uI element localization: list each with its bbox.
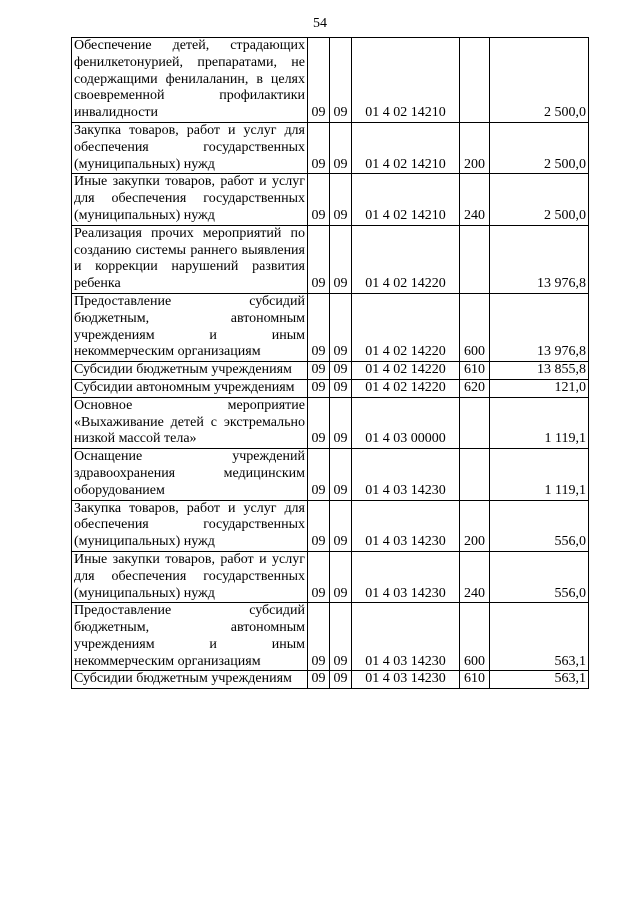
target-article-code: 01 4 03 00000 [352,397,460,448]
target-article-code: 01 4 03 14230 [352,603,460,671]
item-name: Иные закупки товаров, работ и услуг для обеспечения государственных (муниципальных) нужд [72,174,308,225]
subsection-code: 09 [330,449,352,500]
subsection-code: 09 [330,379,352,397]
expense-type-code: 240 [460,551,490,602]
amount: 563,1 [490,671,589,689]
target-article-code: 01 4 03 14230 [352,551,460,602]
amount: 13 976,8 [490,225,589,293]
table-row [72,603,589,671]
expense-type-code: 200 [460,500,490,551]
table-row [72,293,589,361]
section-code: 09 [308,603,330,671]
item-name: Обеспечение детей, страдающих фенилкетонурией, препаратами, не содержащими фенилаланин, в целях своевременной профилактики инвалидности [72,38,308,123]
target-article-code: 01 4 02 14210 [352,122,460,173]
amount: 13 855,8 [490,362,589,380]
section-code: 09 [308,362,330,380]
target-article-code: 01 4 02 14220 [352,379,460,397]
subsection-code: 09 [330,174,352,225]
table-row [72,671,589,689]
target-article-code: 01 4 02 14210 [352,38,460,123]
item-name: Иные закупки товаров, работ и услуг для обеспечения государственных (муниципальных) нужд [72,551,308,602]
expense-type-code: 200 [460,122,490,173]
subsection-code: 09 [330,122,352,173]
table-row [72,362,589,380]
item-name: Оснащение учреждений здравоохранения медицинским оборудованием [72,449,308,500]
subsection-code: 09 [330,397,352,448]
expense-type-code: 240 [460,174,490,225]
section-code: 09 [308,671,330,689]
table-row [72,551,589,602]
subsection-code: 09 [330,603,352,671]
item-name: Закупка товаров, работ и услуг для обеспечения государственных (муниципальных) нужд [72,500,308,551]
item-name: Субсидии бюджетным учреждениям [72,671,308,689]
section-code: 09 [308,38,330,123]
subsection-code: 09 [330,38,352,123]
subsection-code: 09 [330,225,352,293]
table-row [72,449,589,500]
amount: 2 500,0 [490,122,589,173]
amount: 1 119,1 [490,397,589,448]
section-code: 09 [308,225,330,293]
expense-type-code [460,449,490,500]
item-name: Предоставление субсидий бюджетным, автономным учреждениям и иным некоммерческим организациям [72,603,308,671]
section-code: 09 [308,379,330,397]
section-code: 09 [308,174,330,225]
amount: 556,0 [490,500,589,551]
expense-type-code: 610 [460,671,490,689]
item-name: Закупка товаров, работ и услуг для обеспечения государственных (муниципальных) нужд [72,122,308,173]
target-article-code: 01 4 02 14220 [352,225,460,293]
item-name: Предоставление субсидий бюджетным, автономным учреждениям и иным некоммерческим организациям [72,293,308,361]
subsection-code: 09 [330,500,352,551]
expense-type-code: 610 [460,362,490,380]
target-article-code: 01 4 02 14220 [352,293,460,361]
target-article-code: 01 4 03 14230 [352,449,460,500]
table-row [72,174,589,225]
target-article-code: 01 4 02 14210 [352,174,460,225]
item-name: Субсидии автономным учреждениям [72,379,308,397]
item-name: Субсидии бюджетным учреждениям [72,362,308,380]
amount: 556,0 [490,551,589,602]
expense-type-code: 600 [460,293,490,361]
item-name: Основное мероприятие «Выхаживание детей с экстремально низкой массой тела» [72,397,308,448]
table-row [72,500,589,551]
table-row [72,379,589,397]
section-code: 09 [308,551,330,602]
target-article-code: 01 4 03 14230 [352,671,460,689]
target-article-code: 01 4 03 14230 [352,500,460,551]
expense-type-code [460,397,490,448]
table-row [72,225,589,293]
table-row [72,38,589,123]
expense-type-code [460,38,490,123]
amount: 121,0 [490,379,589,397]
expense-type-code: 600 [460,603,490,671]
section-code: 09 [308,449,330,500]
expense-type-code [460,225,490,293]
amount: 1 119,1 [490,449,589,500]
target-article-code: 01 4 02 14220 [352,362,460,380]
subsection-code: 09 [330,551,352,602]
section-code: 09 [308,122,330,173]
amount: 2 500,0 [490,174,589,225]
budget-table [71,37,589,689]
section-code: 09 [308,397,330,448]
section-code: 09 [308,500,330,551]
amount: 13 976,8 [490,293,589,361]
subsection-code: 09 [330,293,352,361]
amount: 563,1 [490,603,589,671]
expense-type-code: 620 [460,379,490,397]
table-row [72,122,589,173]
item-name: Реализация прочих мероприятий по созданию системы раннего выявления и коррекции нарушений развития ребенка [72,225,308,293]
subsection-code: 09 [330,362,352,380]
section-code: 09 [308,293,330,361]
amount: 2 500,0 [490,38,589,123]
subsection-code: 09 [330,671,352,689]
page-number: 54 [313,16,327,31]
table-row [72,397,589,448]
